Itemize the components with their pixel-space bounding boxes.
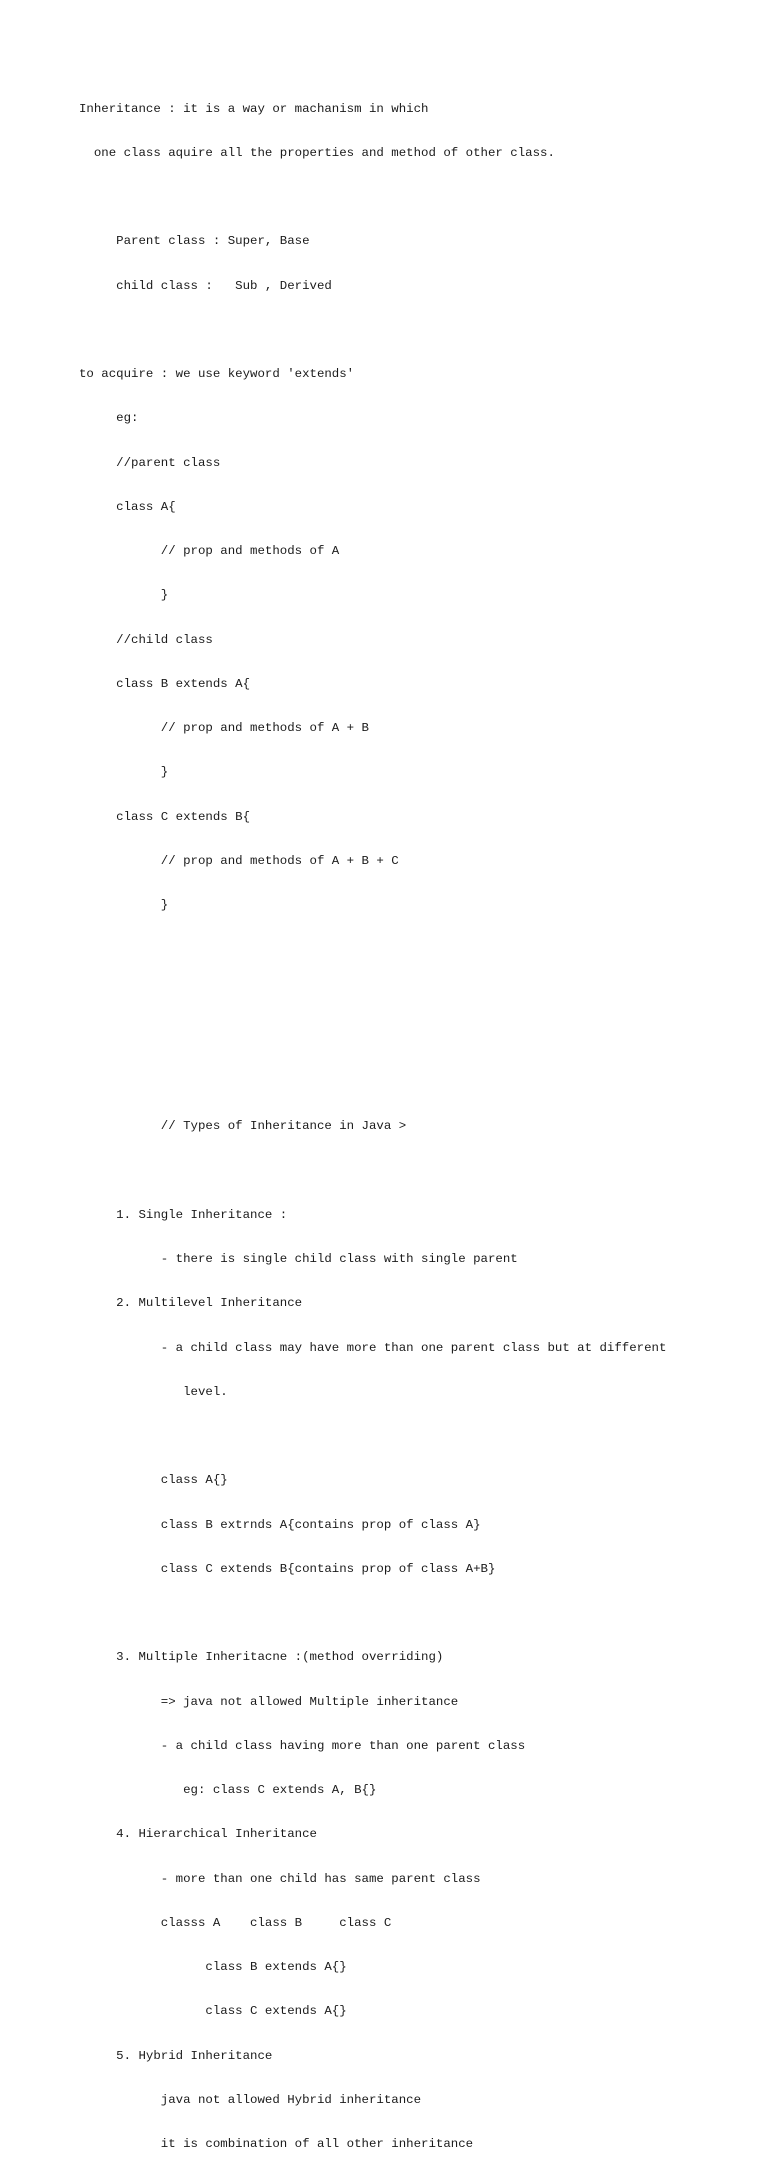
text-line: 1. Single Inheritance :: [79, 1207, 288, 1222]
text-line: [79, 190, 666, 205]
text-line: java not allowed Hybrid inheritance: [79, 2092, 422, 2107]
text-line: class C extends A{}: [79, 2004, 347, 2019]
text-line: 5. Hybrid Inheritance: [79, 2048, 273, 2063]
text-line: [79, 987, 666, 1002]
text-line: class B extends A{: [79, 676, 251, 691]
text-line: => java not allowed Multiple inheritance: [79, 1694, 459, 1709]
text-line: 3. Multiple Inheritacne :(method overriding): [79, 1650, 444, 1665]
text-line: class C extends B{contains prop of class A+B}: [79, 1561, 496, 1576]
text-line: 4. Hierarchical Inheritance: [79, 1827, 317, 1842]
text-line: classs A class B class C: [79, 1915, 392, 1930]
document-text: [79, 72, 666, 2181]
text-line: // Types of Inheritance in Java >: [79, 1119, 407, 1134]
text-line: [79, 323, 666, 338]
text-line: class B extends A{}: [79, 1960, 347, 1974]
text-line: [79, 1429, 666, 1444]
text-line: it is combination of all other inheritance: [79, 2137, 474, 2151]
text-line: - a child class having more than one parent class: [79, 1738, 526, 1753]
text-line: }: [79, 588, 169, 603]
text-line: [79, 1031, 666, 1046]
text-line: [79, 1164, 666, 1179]
text-line: // prop and methods of A: [79, 544, 340, 558]
text-line: to acquire : we use keyword 'extends': [79, 367, 355, 381]
text-line: }: [79, 898, 169, 912]
text-line: //parent class: [79, 455, 221, 470]
text-line: // prop and methods of A + B: [79, 721, 369, 735]
text-line: // prop and methods of A + B + C: [79, 853, 399, 868]
text-line: [79, 1606, 666, 1621]
text-line: - more than one child has same parent class: [79, 1871, 481, 1886]
text-line: [79, 1075, 666, 1090]
text-line: eg: class C extends A, B{}: [79, 1783, 377, 1797]
text-line: one class aquire all the properties and method of other class.: [79, 145, 555, 160]
text-line: class C extends B{: [79, 809, 251, 824]
text-line: //child class: [79, 632, 213, 647]
text-line: Parent class : Super, Base: [79, 234, 310, 249]
text-line: [79, 942, 666, 957]
text-line: - a child class may have more than one parent class but at different: [79, 1340, 667, 1355]
text-line: class B extrnds A{contains prop of class A}: [79, 1517, 481, 1532]
text-line: }: [79, 765, 169, 780]
text-line: - there is single child class with single parent: [79, 1252, 518, 1266]
text-line: child class : Sub , Derived: [79, 278, 332, 293]
text-line: class A{}: [79, 1473, 228, 1488]
text-line: Inheritance : it is a way or machanism in which: [79, 101, 429, 116]
text-line: 2. Multilevel Inheritance: [79, 1296, 303, 1311]
text-line: eg:: [79, 411, 139, 426]
text-line: class A{: [79, 499, 176, 514]
text-line: level.: [79, 1384, 228, 1399]
